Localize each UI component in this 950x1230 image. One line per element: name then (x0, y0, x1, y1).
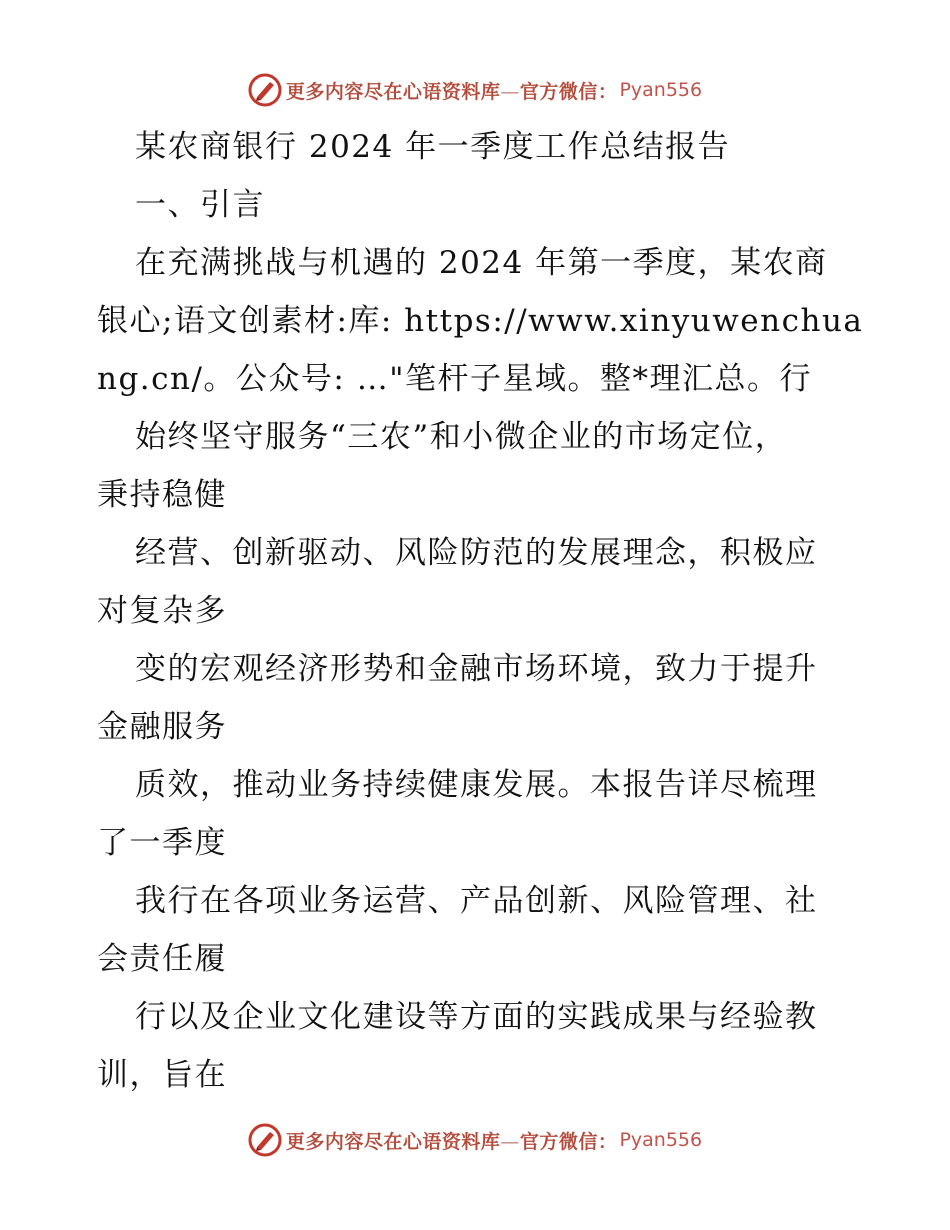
paragraph-line: 质效，推动业务持续健康发展。本报告详尽梳理 (135, 767, 818, 803)
watermark-wechat-id: Pyan556 (619, 1129, 703, 1151)
paragraph-line: 会责任履 (97, 941, 227, 977)
paragraph-line: 训，旨在 (97, 1057, 227, 1093)
document-title: 某农商银行 2024 年一季度工作总结报告 (135, 129, 731, 165)
watermark-separator: — (500, 80, 520, 103)
paragraph-line: ng.cn/。公众号: …"笔杆子星域。整*理汇总。行 (97, 361, 812, 397)
paragraph-line: 了一季度 (97, 825, 227, 861)
header-watermark (0, 70, 950, 110)
watermark-text: 更多内容尽在心语资料库 (285, 1130, 501, 1153)
paragraph-line: 行以及企业文化建设等方面的实践成果与经验教 (135, 999, 818, 1035)
paragraph-line: 在充满挑战与机遇的 2024 年第一季度，某农商 (135, 245, 828, 281)
watermark-wechat-id: Pyan556 (619, 79, 703, 101)
watermark-separator: — (500, 1130, 520, 1153)
paragraph-line: 变的宏观经济形势和金融市场环境，致力于提升 (135, 651, 818, 687)
paragraph-line: 秉持稳健 (97, 477, 227, 513)
footer-watermark (0, 1120, 950, 1160)
paragraph-line: 银心;语文创素材:库: https://www.xinyuwenchua (97, 303, 864, 339)
paragraph-line: 对复杂多 (97, 593, 227, 629)
watermark-suffix: 官方微信： (519, 1130, 618, 1153)
paragraph-line: 金融服务 (97, 709, 227, 745)
paragraph-line: 经营、创新驱动、风险防范的发展理念，积极应 (135, 535, 818, 571)
watermark-text: 更多内容尽在心语资料库 (285, 80, 501, 103)
pen-logo-icon (248, 1123, 282, 1157)
document-body (97, 118, 867, 1104)
section-heading: 一、引言 (135, 187, 265, 223)
paragraph-line: 始终坚守服务“三农”和小微企业的市场定位， (135, 419, 788, 455)
paragraph-line: 我行在各项业务运营、产品创新、风险管理、社 (135, 883, 818, 919)
watermark-suffix: 官方微信： (519, 80, 618, 103)
pen-logo-icon (248, 73, 282, 107)
